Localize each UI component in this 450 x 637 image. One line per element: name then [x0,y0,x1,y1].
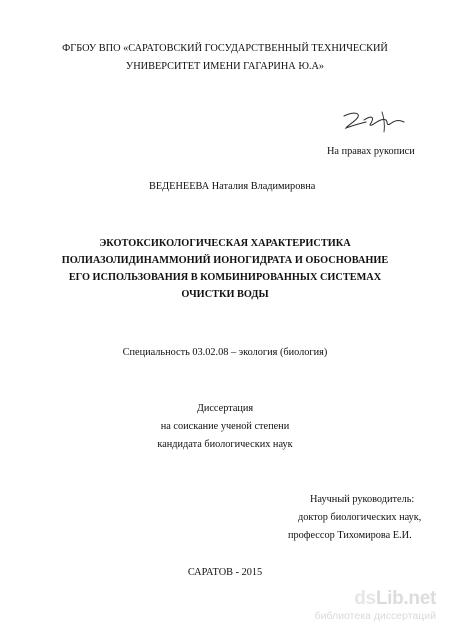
institution-line-2: УНИВЕРСИТЕТ ИМЕНИ ГАГАРИНА Ю.А» [125,61,325,72]
city-year: САРАТОВ - 2015 [187,567,263,578]
specialty: Специальность 03.02.08 – экология (биология) [122,347,328,358]
title-line-1: ЭКОТОКСИКОЛОГИЧЕСКАЯ ХАРАКТЕРИСТИКА [99,238,351,249]
dissertation-label: Диссертация [196,403,254,414]
degree-line-2: кандидата биологических наук [157,439,293,450]
handwritten-signature [342,108,406,134]
title-line-4: ОЧИСТКИ ВОДЫ [181,289,269,300]
supervisor-label: Научный руководитель: [310,494,415,505]
degree-line-1: на соискание ученой степени [160,421,290,432]
watermark-logo [315,589,436,609]
dslib-watermark [315,589,436,623]
supervisor-degree: доктор биологических наук, [298,512,422,523]
watermark-logo-part-2: Lib.net [375,588,436,609]
title-line-3: ЕГО ИСПОЛЬЗОВАНИЯ В КОМБИНИРОВАННЫХ СИСТЕМАХ [68,272,382,283]
supervisor-name: профессор Тихомирова Е.И. [288,530,412,541]
watermark-subtitle: библиотека диссертаций [314,610,436,622]
watermark-logo-part-1: ds [354,588,376,609]
manuscript-rights-note: На правах рукописи [327,146,415,157]
title-line-2: ПОЛИАЗОЛИДИНАММОНИЙ ИОНОГИДРАТА И ОБОСНОВАНИЕ [61,255,389,266]
author-name: ВЕДЕНЕЕВА Наталия Владимировна [149,181,316,192]
institution-line-1: ФГБОУ ВПО «САРАТОВСКИЙ ГОСУДАРСТВЕННЫЙ ТЕХНИЧЕСКИЙ [62,43,388,54]
